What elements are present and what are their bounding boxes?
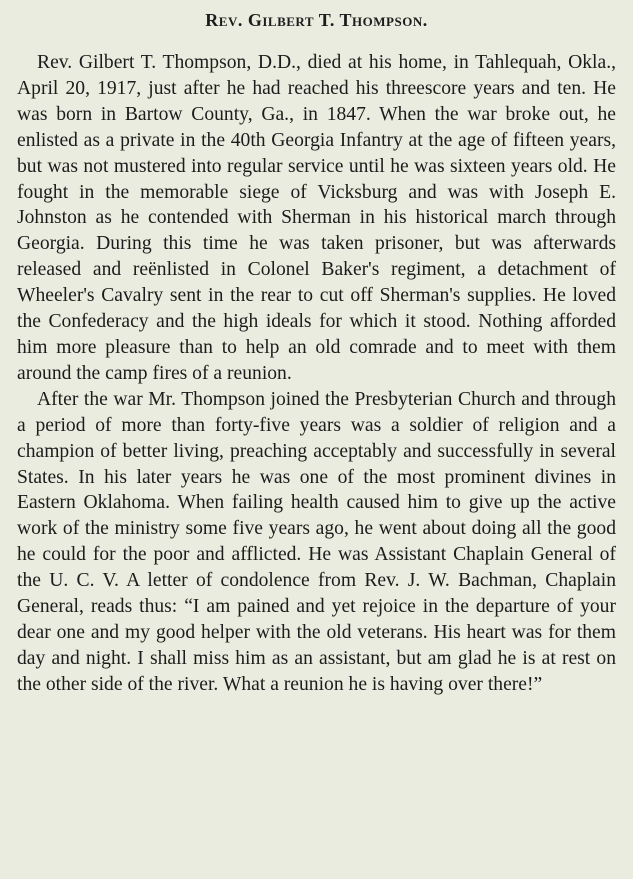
article-paragraph: Rev. Gilbert T. Thompson, D.D., died at his home, in Tahlequah, Okla., April 20, 1917, just after he had reached his threescore years and ten. He was born in Bartow County, Ga., in 1847. When the war broke out, he enlisted as a private in the 40th Georgia Infantry at the age of fifteen years, but was not mustered into regular service until he was sixteen years old. He fought in the memorable siege of Vicksburg and was with Joseph E. Johnston as he contended with Sherman in his historical march through Georgia. During this time he was taken prisoner, but was afterwards released and reënlisted in Colonel Baker's regiment, a detachment of Wheeler's Cavalry sent in the rear to cut off Sherman's supplies. He loved the Confederacy and the high ideals for which it stood. Nothing afforded him more pleasure than to help an old comrade and to meet with them around the camp fires of a reunion. <box>17 52 616 384</box>
article-title: Rev. Gilbert T. Thompson. <box>205 10 428 30</box>
article-paragraph: After the war Mr. Thompson joined the Presbyterian Church and through a period of more than forty-five years was a soldier of religion and a champion of better living, preaching acceptably and successfully in several States. In his later years he was one of the most prominent divines in Eastern Oklahoma. When failing health caused him to give up the active work of the ministry some five years ago, he went about doing all the good he could for the poor and afflicted. He was Assistant Chaplain General of the U. C. V. A letter of condolence from Rev. J. W. Bachman, Chaplain General, reads thus: “I am pained and yet rejoice in the departure of your dear one and my good helper with the old veterans. His heart was for them day and night. I shall miss him as an assistant, but am glad he is at rest on the other side of the river. What a reunion he is having over there!” <box>17 388 616 695</box>
